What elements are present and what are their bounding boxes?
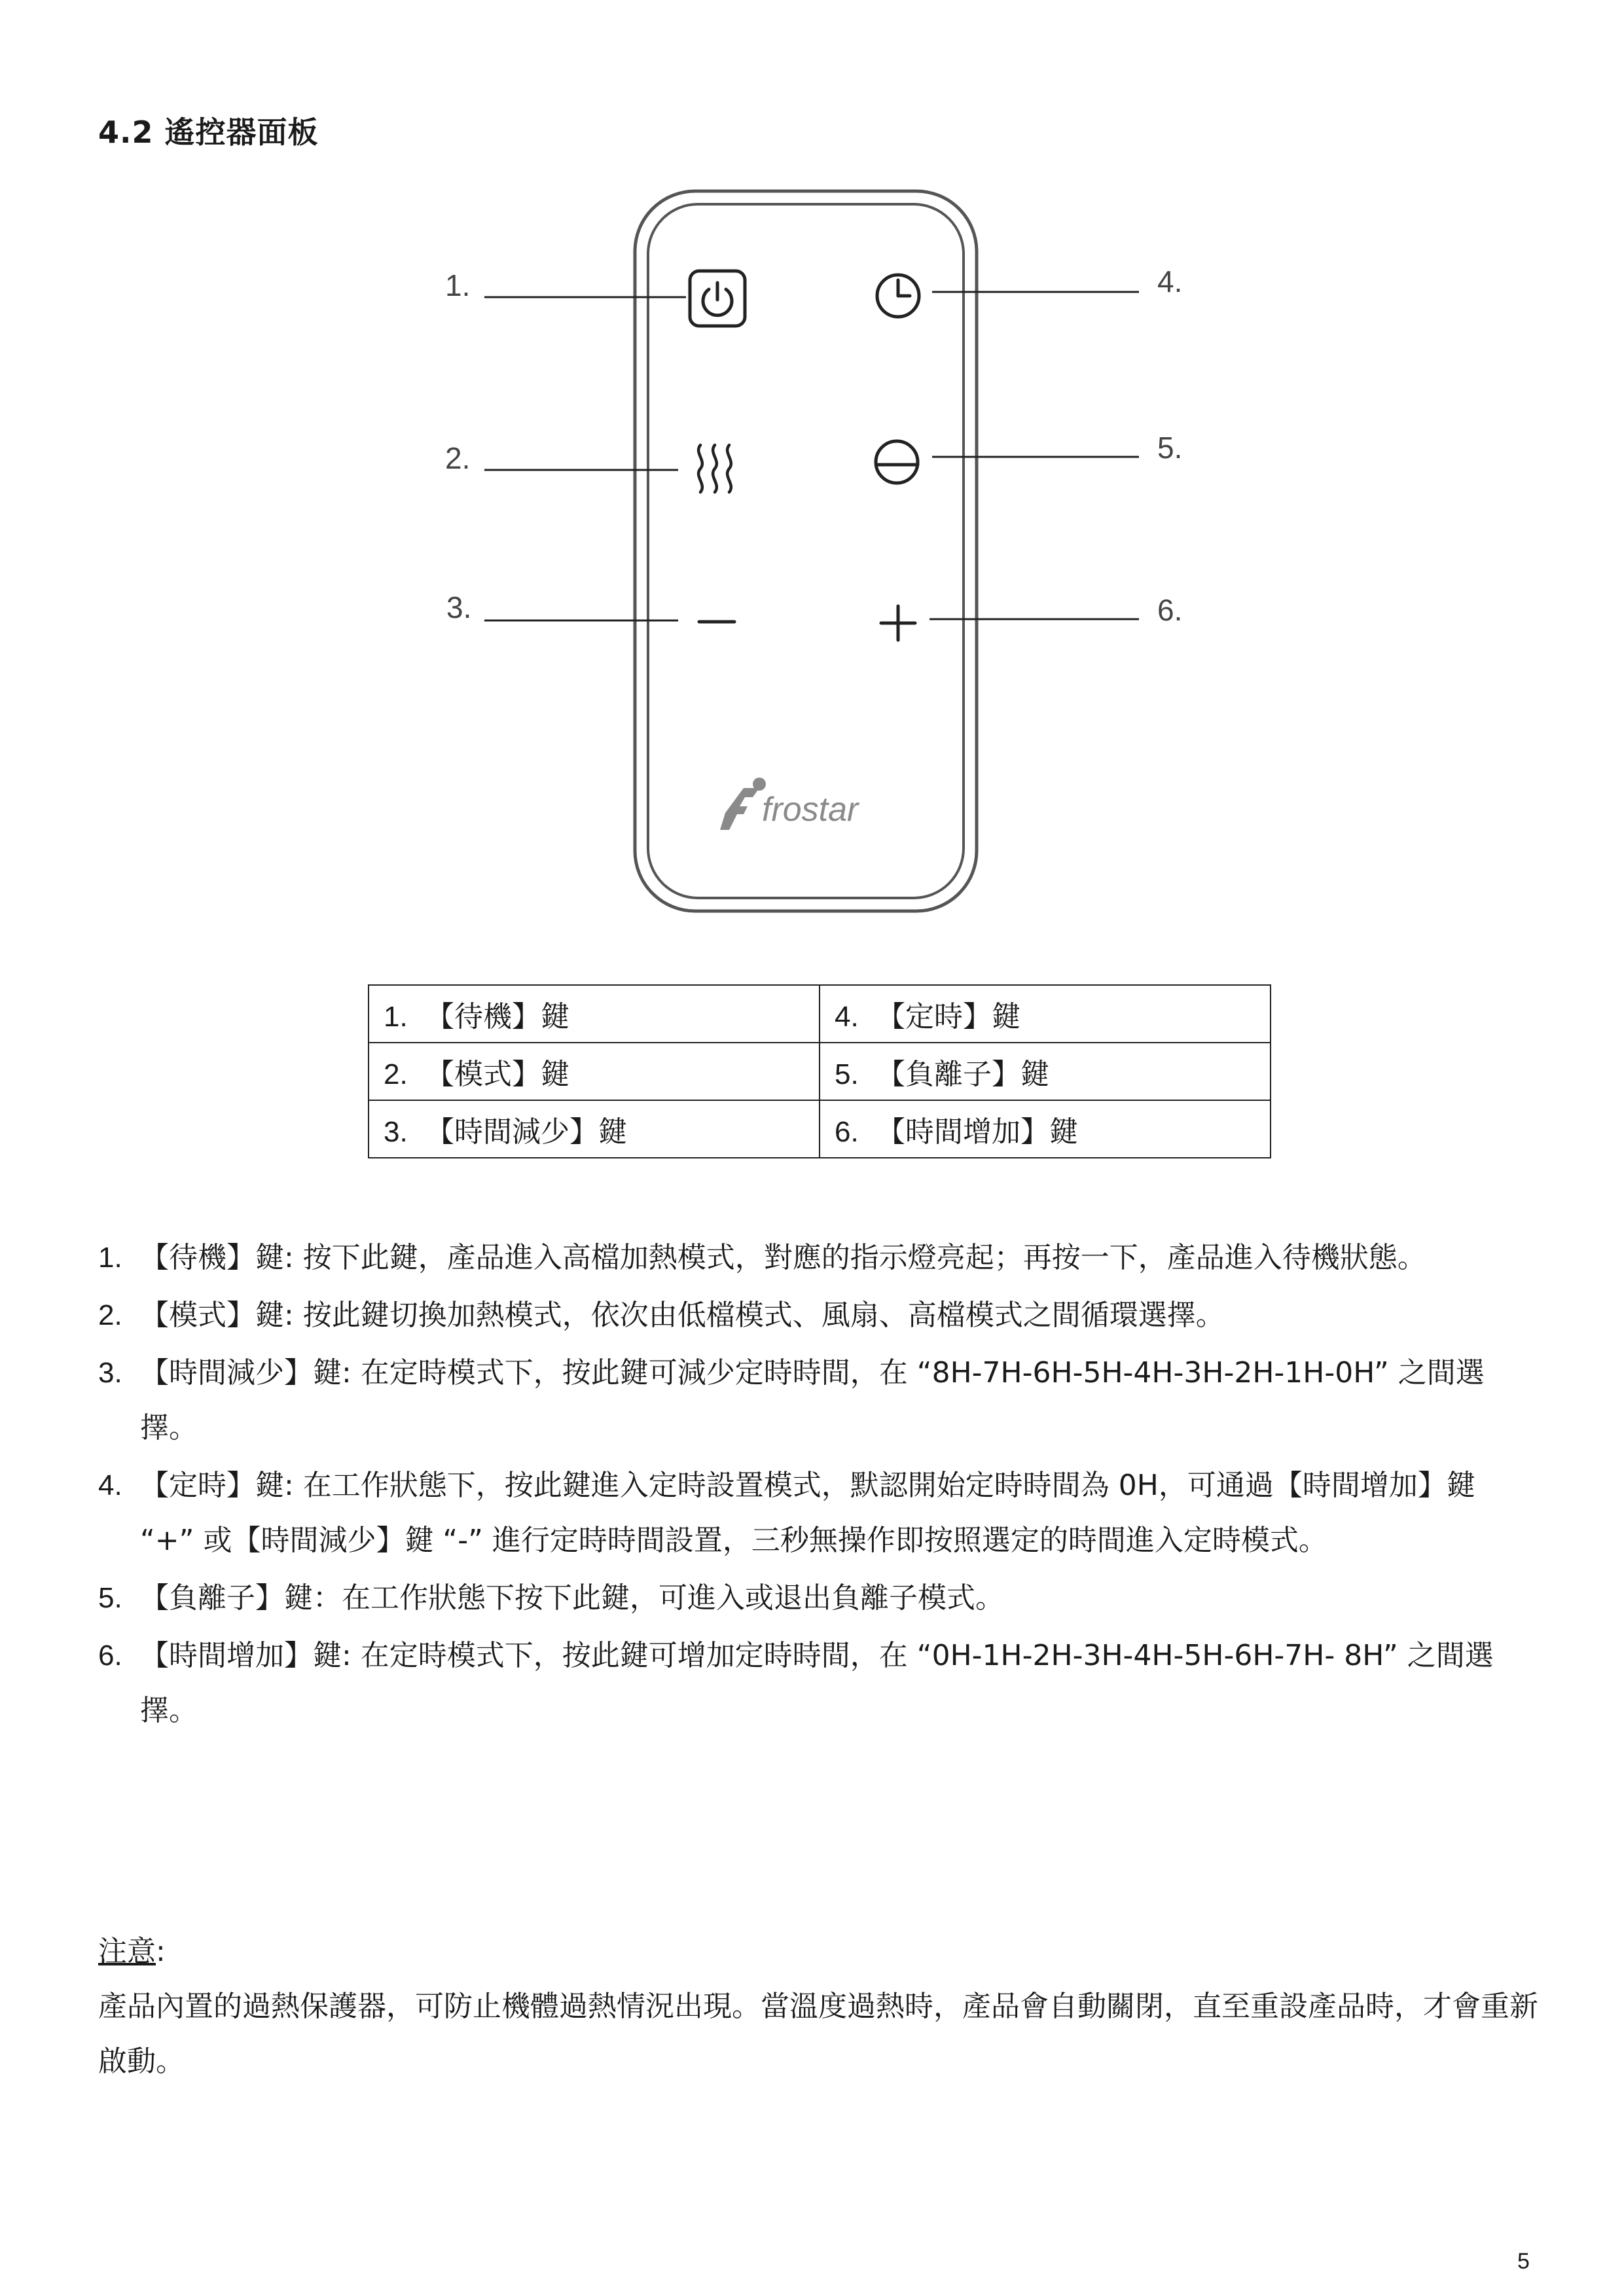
key-label: 【時間減少】鍵 [425,1115,627,1149]
item-number: 1. [98,1242,122,1274]
callout-5: 5. [1157,431,1183,465]
item-text: 【待機】鍵: 按下此鍵，產品進入高檔加熱模式，對應的指示燈亮起；再按一下，產品進入待機狀態。 [140,1241,1426,1274]
plus-icon[interactable] [881,606,915,640]
page-number: 5 [1517,2249,1530,2274]
table-cell [369,1043,820,1100]
logo-text: frostar [762,791,859,829]
table-cell [369,1100,820,1158]
power-icon[interactable] [690,271,745,326]
item-number: 5. [98,1582,122,1614]
table-cell [369,985,820,1043]
key-label: 【時間增加】鍵 [876,1115,1078,1149]
list-item [98,1230,1538,1285]
key-num: 5. [835,1058,859,1090]
table-row [369,1100,1271,1158]
item-text: 【定時】鍵: 在工作狀態下，按此鍵進入定時設置模式，默認開始定時時間為 0H，可通過【時間增加】鍵 “+” 或【時間減少】鍵 “-” 進行定時時間設置，三秒無操作即按照選定的時間進入定時模式。 [140,1469,1475,1557]
callout-4: 4. [1157,264,1183,298]
key-table [368,984,1271,1158]
note-section [98,1924,1538,2089]
key-num: 4. [835,1001,859,1033]
key-label: 【模式】鍵 [425,1058,569,1091]
frostar-logo [720,778,860,830]
list-item [98,1571,1538,1626]
item-number: 4. [98,1469,122,1501]
key-descriptions [98,1230,1538,1741]
item-text: 【時間增加】鍵: 在定時模式下，按此鍵可增加定時時間，在 “0H-1H-2H-3H-4H-5H-6H-7H- 8H” 之間選擇。 [140,1639,1494,1727]
note-colon: : [156,1935,166,1968]
list-item [98,1288,1538,1343]
item-number: 6. [98,1640,122,1672]
key-label: 【定時】鍵 [876,1000,1020,1033]
key-num: 3. [384,1116,408,1148]
table-cell [820,1100,1271,1158]
heat-waves-icon[interactable] [698,445,731,492]
note-title: 注意 [98,1935,156,1968]
table-cell [820,985,1271,1043]
item-text: 【模式】鍵: 按此鍵切換加熱模式，依次由低檔模式、風扇、高檔模式之間循環選擇。 [140,1299,1225,1332]
item-number: 3. [98,1357,122,1389]
key-label: 【待機】鍵 [425,1000,569,1033]
key-label: 【負離子】鍵 [876,1058,1049,1091]
list-item [98,1458,1538,1568]
note-body: 產品內置的過熱保護器，可防止機體過熱情況出現。當溫度過熱時，產品會自動關閉，直至重設產品時，才會重新啟動。 [98,1990,1538,2078]
key-num: 2. [384,1058,408,1090]
list-item [98,1628,1538,1738]
table-cell [820,1043,1271,1100]
table-row [369,985,1271,1043]
key-num: 6. [835,1116,859,1148]
callout-6: 6. [1157,593,1183,627]
clock-icon[interactable] [877,275,919,317]
remote-control-diagram [0,0,1624,956]
table-row [369,1043,1271,1100]
section-heading: 4.2 遙控器面板 [98,115,319,150]
item-text: 【時間減少】鍵: 在定時模式下，按此鍵可減少定時時間，在 “8H-7H-6H-5H-4H-3H-2H-1H-0H” 之間選擇。 [140,1356,1485,1444]
callout-1: 1. [445,268,471,302]
leader-lines [484,292,1139,620]
item-text: 【負離子】鍵：在工作狀態下按下此鍵，可進入或退出負離子模式。 [140,1581,1004,1615]
callout-2: 2. [445,441,471,475]
item-number: 2. [98,1299,122,1331]
ion-icon[interactable] [876,441,918,483]
callout-3: 3. [446,590,472,624]
list-item [98,1346,1538,1456]
key-num: 1. [384,1001,408,1033]
